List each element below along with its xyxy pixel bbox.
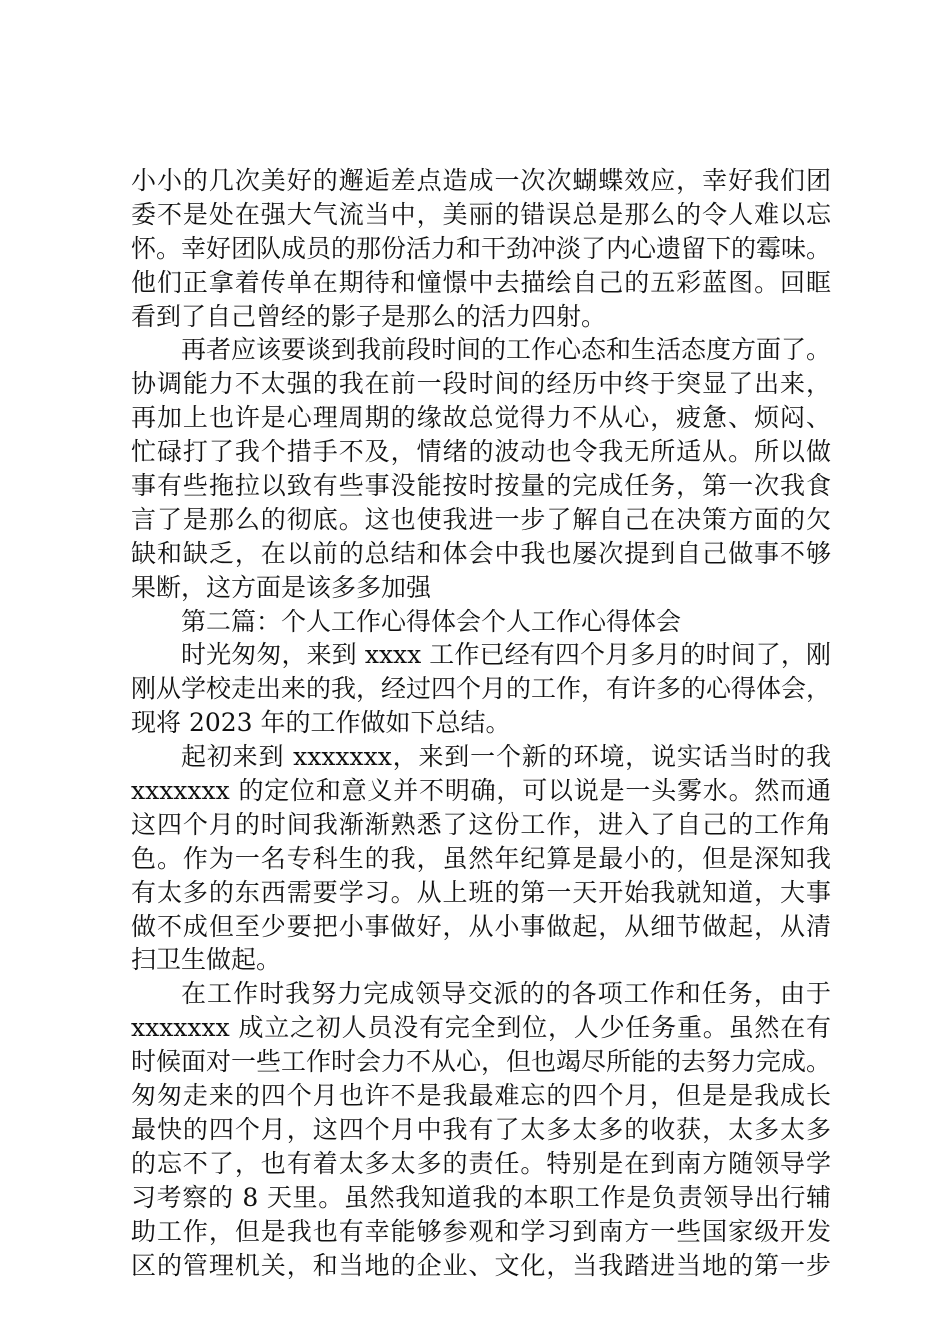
text-line: 区的管理机关，和当地的企业、文化，当我踏进当地的第一步: [131, 1250, 831, 1280]
text-line: 委不是处在强大气流当中，美丽的错误总是那么的令人难以忘: [131, 199, 831, 229]
text-line: xxxxxxx 的定位和意义并不明确，可以说是一头雾水。然而通: [131, 776, 831, 806]
text-line: 他们正拿着传单在期待和憧憬中去描绘自己的五彩蓝图。回眶: [131, 267, 831, 297]
text-line: 事有些拖拉以致有些事没能按时按量的完成任务，第一次我食: [131, 471, 831, 501]
document-body: [131, 164, 831, 1282]
text-line: 扫卫生做起。: [131, 945, 282, 975]
text-line: 果断，这方面是该多多加强: [131, 572, 432, 602]
text-line: 忙碌打了我个措手不及，情绪的波动也令我无所适从。所以做: [131, 437, 831, 467]
text-line: 言了是那么的彻底。这也使我进一步了解自己在决策方面的欠: [131, 504, 831, 534]
text-line: 刚从学校走出来的我，经过四个月的工作，有许多的心得体会，: [131, 674, 831, 704]
text-line: 看到了自己曾经的影子是那么的活力四射。: [131, 301, 607, 331]
text-line: 助工作，但是我也有幸能够参观和学习到南方一些国家级开发: [131, 1216, 831, 1246]
text-line: 这四个月的时间我渐渐熟悉了这份工作，进入了自己的工作角: [131, 809, 831, 839]
text-line: 色。作为一名专科生的我，虽然年纪算是最小的，但是深知我: [131, 843, 831, 873]
text-line: 再加上也许是心理周期的缘故总觉得力不从心，疲惫、烦闷、: [131, 403, 831, 433]
text-line: 的忘不了，也有着太多太多的责任。特别是在到南方随领导学: [131, 1148, 831, 1178]
text-line: 小小的几次美好的邂逅差点造成一次次蝴蝶效应，幸好我们团: [131, 166, 831, 195]
paragraph-start-line: 起初来到 xxxxxxx，来到一个新的环境，说实话当时的我: [181, 742, 831, 772]
text-line: xxxxxxx 成立之初人员没有完全到位，人少任务重。虽然在有: [131, 1013, 831, 1043]
text-line: 习考察的 8 天里。虽然我知道我的本职工作是负责领导出行辅: [131, 1182, 831, 1212]
text-line: 现将 2023 年的工作做如下总结。: [131, 708, 511, 738]
section-heading: 第二篇：个人工作心得体会个人工作心得体会: [181, 606, 682, 636]
text-line: 协调能力不太强的我在前一段时间的经历中终于突显了出来，: [131, 369, 831, 399]
text-line: 做不成但至少要把小事做好，从小事做起，从细节做起，从清: [131, 911, 831, 941]
text-line: 最快的四个月，这四个月中我有了太多太多的收获，太多太多: [131, 1114, 831, 1144]
text-line: 怀。幸好团队成员的那份活力和干劲冲淡了内心遗留下的霉味。: [131, 233, 831, 263]
text-line: 有太多的东西需要学习。从上班的第一天开始我就知道，大事: [131, 877, 831, 907]
text-line: 时候面对一些工作时会力不从心，但也竭尽所能的去努力完成。: [131, 1047, 831, 1077]
text-line: 缺和缺乏，在以前的总结和体会中我也屡次提到自己做事不够: [131, 538, 831, 568]
paragraph-start-line: 再者应该要谈到我前段时间的工作心态和生活态度方面了。: [181, 335, 831, 365]
paragraph-start-line: 在工作时我努力完成领导交派的的各项工作和任务，由于: [181, 979, 831, 1009]
text-line: 匆匆走来的四个月也许不是我最难忘的四个月，但是是我成长: [131, 1081, 831, 1111]
paragraph-start-line: 时光匆匆，来到 xxxx 工作已经有四个月多月的时间了，刚: [181, 640, 831, 670]
